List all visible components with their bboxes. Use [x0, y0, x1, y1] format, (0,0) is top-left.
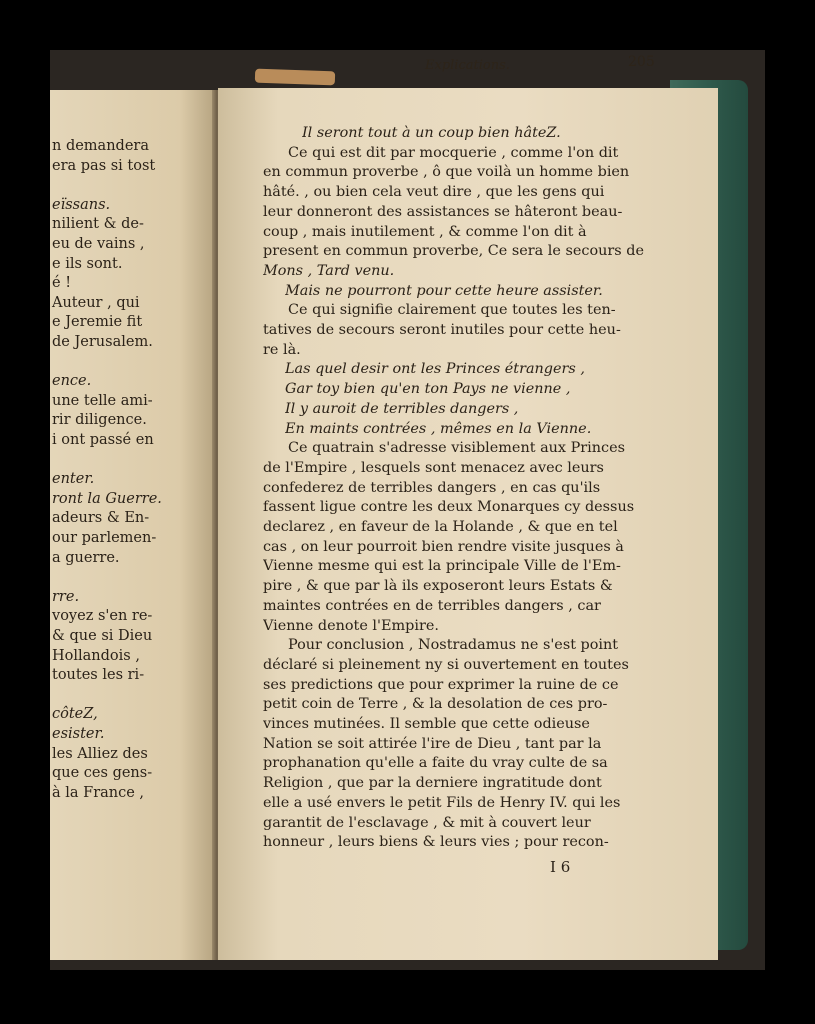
right-text-line: Ce quatrain s'adresse visiblement aux Princes	[288, 440, 626, 457]
left-text-line: eu de vains ,	[52, 236, 145, 252]
right-text-line: cas , on leur pourroit bien rendre visite jusques à	[263, 538, 624, 555]
left-text-line: de Jerusalem.	[52, 334, 153, 350]
right-text-line: Mons , Tard venu.	[263, 262, 395, 279]
left-text-line: & que si Dieu	[52, 628, 153, 644]
right-text-line: petit coin de Terre , & la desolation de ces pro-	[263, 696, 608, 713]
torn-paper-edge	[255, 69, 335, 86]
left-text-line: e ils sont.	[52, 255, 123, 272]
right-text-line: ses predictions que pour exprimer la ruine de ce	[263, 676, 619, 693]
left-text-line: adeurs & En-	[52, 510, 150, 527]
left-text-line: les Alliez des	[52, 745, 148, 762]
page-number: 205	[628, 54, 655, 70]
left-text-line: que ces gens-	[52, 765, 153, 782]
right-text-line: coup , mais inutilement , & comme l'on dit à	[263, 223, 587, 240]
left-text-line: côteZ,	[52, 706, 98, 723]
left-text-line: our parlemen-	[52, 530, 157, 546]
left-text-line: era pas si tost	[52, 157, 156, 174]
left-text-line: à la France ,	[52, 784, 145, 801]
right-text-line: déclaré si pleinement ny si ouvertement en toutes	[263, 656, 629, 673]
right-text-line: Nation se soit attirée l'ire de Dieu , tant par la	[263, 735, 602, 752]
right-text-line: Vienne mesme qui est la principale Ville de l'Em-	[263, 558, 621, 575]
right-text-line: de l'Empire , lesquels sont menacez avec leurs	[263, 459, 604, 476]
running-head: Explications.	[425, 58, 510, 73]
left-text-line: e Jeremie fit	[52, 314, 143, 331]
right-text-line: Il y auroit de terribles dangers ,	[285, 400, 519, 417]
left-text-line: rre.	[52, 588, 80, 605]
left-text-line: esister.	[52, 726, 105, 742]
right-text-line: re là.	[263, 341, 301, 358]
right-text-line: Gar toy bien qu'en ton Pays ne vienne ,	[285, 381, 571, 398]
left-text-line: Hollandois ,	[52, 647, 140, 664]
left-text-line: une telle ami-	[52, 392, 153, 409]
right-text-line: Ce qui signifie clairement que toutes les ten-	[288, 302, 616, 319]
right-text-line: Religion , que par la derniere ingratitude dont	[263, 775, 602, 792]
left-text-line: ence.	[52, 373, 92, 390]
right-text-line: present en commun proverbe, Ce sera le secours de	[263, 243, 644, 260]
right-text-line: Vienne denote l'Empire.	[263, 617, 439, 634]
left-text-line: i ont passé en	[52, 432, 154, 448]
signature-mark: I 6	[550, 858, 571, 876]
right-text-line: Mais ne pourront pour cette heure assister.	[285, 282, 603, 299]
right-text-line: declarez , en faveur de la Holande , & que en tel	[263, 519, 618, 535]
left-text-line: ront la Guerre.	[52, 490, 162, 507]
right-text-line: honneur , leurs biens & leurs vies ; pour recon-	[263, 834, 609, 851]
right-text-line: confederez de terribles dangers , en cas qu'ils	[263, 479, 601, 496]
left-text-line: a guerre.	[52, 549, 120, 566]
right-text-line: en commun proverbe , ô que voilà un homme bien	[263, 164, 630, 181]
right-text-line: Las quel desir ont les Princes étrangers ,	[285, 361, 585, 378]
right-text-line: prophanation qu'elle a faite du vray culte de sa	[263, 755, 608, 772]
right-text-line: leur donneront des assistances se hâteront beau-	[263, 203, 623, 220]
right-text-line: maintes contrées en de terribles dangers , car	[263, 597, 601, 614]
right-text-line: En maints contrées , mêmes en la Vienne.	[285, 420, 592, 437]
left-text-line: eïssans.	[52, 196, 111, 213]
right-text-line: Ce qui est dit par mocquerie , comme l'on dit	[288, 144, 619, 161]
left-text-line: n demandera	[52, 138, 149, 154]
left-text-line: é !	[52, 275, 72, 292]
left-text-line: toutes les ri-	[52, 667, 145, 684]
right-text-line: garantit de l'esclavage , & mit à couvert leur	[263, 814, 591, 831]
right-text-line: pire , & que par là ils exposeront leurs Estats &	[263, 578, 613, 595]
left-text-line: enter.	[52, 471, 95, 488]
right-text-line: fassent ligue contre les deux Monarques cy dessus	[263, 499, 635, 516]
right-text-line: tatives de secours seront inutiles pour cette heu-	[263, 322, 621, 338]
right-text-line: vinces mutinées. Il semble que cette odieuse	[263, 716, 590, 732]
left-text-line: nilient & de-	[52, 216, 144, 233]
left-text-line: Auteur , qui	[52, 294, 140, 311]
right-text-line: Il seront tout à un coup bien hâteZ.	[302, 125, 561, 141]
left-text-line: rir diligence.	[52, 412, 147, 429]
right-text-line: Pour conclusion , Nostradamus ne s'est point	[288, 637, 619, 654]
right-text-line: hâté. , ou bien cela veut dire , que les gens qui	[263, 184, 605, 201]
left-text-line: voyez s'en re-	[52, 608, 153, 625]
right-text-line: elle a usé envers le petit Fils de Henry IV. qui les	[263, 794, 621, 811]
